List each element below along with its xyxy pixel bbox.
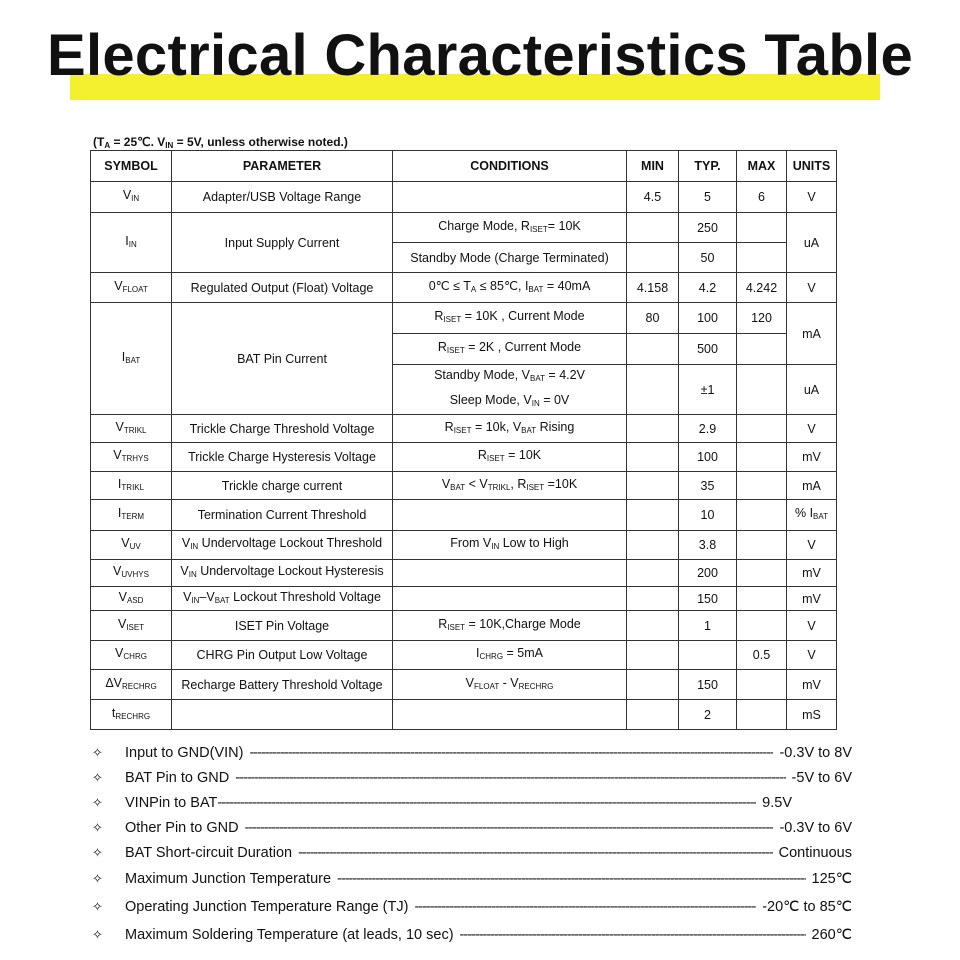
min-cell [627,243,679,273]
units-cell: mV [787,443,837,472]
rating-value: Continuous [778,844,852,861]
symbol-sub: IN [131,194,140,203]
sparkle-bullet-icon: ✧ [92,819,103,835]
min-cell [627,213,679,243]
symbol: V [115,419,124,434]
leader-dashes [414,899,756,915]
header-max: MAX [737,151,787,182]
typ-cell: ±1 [679,365,737,415]
rating-value: -5V to 6V [791,769,852,786]
sparkle-bullet-icon: ✧ [92,844,103,860]
symbol-cell [91,273,172,303]
min-cell: 4.158 [627,273,679,303]
rating-label: BAT Short-circuit Duration [125,844,293,861]
typ-cell: 2.9 [679,415,737,443]
table-row [91,415,837,443]
symbol-cell [91,303,172,415]
header-row [91,151,837,182]
rating-label: Maximum Junction Temperature [125,871,332,887]
leader-dashes [460,927,806,943]
list-item [92,790,792,815]
note-text: = 5V, unless otherwise noted.) [173,135,348,149]
cond-sub: IN [491,542,500,551]
max-cell [737,587,787,611]
rating-label: Other Pin to GND [125,819,239,836]
leader-dashes [249,745,773,761]
min-cell [627,415,679,443]
symbol-cell [91,415,172,443]
rating-value: 260℃ [811,927,852,943]
symbol-cell [91,560,172,587]
conditions-cell [393,560,627,587]
conditions-cell [393,415,627,443]
list-item [92,765,852,790]
units-cell: mA [787,303,837,365]
conditions-cell [393,472,627,500]
cond-text: =10K [544,476,578,491]
max-cell [737,243,787,273]
symbol-sub: TRIKL [121,482,145,492]
cond-text: Sleep Mode, V [449,393,532,407]
max-cell [737,500,787,531]
list-item [92,921,852,949]
leader-dashes [217,795,756,811]
table-row [91,213,837,243]
min-cell [627,587,679,611]
symbol-sub: RECHRG [115,711,151,721]
symbol-cell [91,443,172,472]
symbol: V [118,589,127,604]
cond-sub: ISET [446,346,465,355]
sparkle-bullet-icon: ✧ [92,927,103,942]
min-cell [627,472,679,500]
list-item [92,740,852,765]
table-row [91,443,837,472]
absolute-maximum-ratings-list [92,740,852,949]
cond-sub: ISET [453,425,472,435]
cond-text: = 0V [539,393,570,407]
min-cell [627,700,679,730]
symbol-sub: TRIKL [123,425,147,435]
min-cell [627,560,679,587]
max-cell [737,213,787,243]
param-sub: BAT [214,595,230,605]
units-cell: V [787,611,837,641]
cond-line [395,392,624,412]
min-cell [627,611,679,641]
leader-dashes [337,871,805,887]
rating-label: Input to GND(VIN) [125,744,244,761]
sparkle-bullet-icon: ✧ [92,769,103,785]
symbol: V [114,278,123,293]
conditions-note [93,135,348,150]
cond-text: I [476,646,480,660]
symbol-cell [91,531,172,560]
parameter-cell [172,700,393,730]
parameter-cell: ISET Pin Voltage [172,611,393,641]
param-text: V [180,564,189,578]
conditions-cell [393,500,627,531]
conditions-cell [393,587,627,611]
leader-dashes [298,845,773,861]
typ-cell: 3.8 [679,531,737,560]
sparkle-bullet-icon: ✧ [92,794,103,810]
cond-text: R [444,419,454,434]
symbol-cell [91,472,172,500]
header-typ: TYP. [679,151,737,182]
cond-sub: IN [531,399,540,408]
header-min: MIN [627,151,679,182]
typ-cell: 4.2 [679,273,737,303]
max-cell: 0.5 [737,641,787,670]
title-area [0,0,960,120]
max-cell [737,365,787,415]
min-cell [627,531,679,560]
cond-text: = 10K [547,218,581,233]
param-sub: IN [191,595,200,605]
max-cell [737,670,787,700]
max-cell [737,531,787,560]
units-cell: mV [787,670,837,700]
symbol-sub: TERM [121,512,145,521]
cond-sub: ISET [529,224,548,234]
symbol: I [121,349,126,364]
cond-text: = 10K , Current Mode [461,309,585,323]
symbol: V [115,646,124,660]
cond-text: , R [510,476,527,491]
cond-text: = 10K [504,448,542,462]
rating-value: -0.3V to 8V [779,744,852,761]
rating-value: -20℃ to 85℃ [762,899,852,915]
cond-sub: ISET [443,315,462,324]
rating-label: Maximum Soldering Temperature (at leads, 10 sec) [125,927,454,943]
unit-sub: BAT [813,512,829,521]
typ-cell [679,641,737,670]
symbol-cell [91,182,172,213]
cond-text: R [434,309,444,323]
units-cell: mV [787,587,837,611]
unit-text: % I [794,506,814,520]
cond-text: ≤ 85℃, I [476,278,529,293]
conditions-cell [393,700,627,730]
symbol: V [122,188,132,202]
symbol-sub: IN [128,239,137,249]
parameter-cell: Trickle charge current [172,472,393,500]
max-cell [737,443,787,472]
table-row [91,670,837,700]
header-symbol: SYMBOL [91,151,172,182]
param-text: Undervoltage Lockout Hysteresis [196,564,384,578]
typ-cell: 100 [679,303,737,334]
cond-sub: BAT [450,482,466,492]
parameter-cell [172,560,393,587]
table-row [91,273,837,303]
cond-text: = 10k, V [471,419,522,434]
cond-sub: BAT [529,374,545,383]
leader-dashes [235,770,785,786]
cond-line [395,367,624,387]
symbol-cell [91,500,172,531]
conditions-cell [393,182,627,213]
parameter-cell [172,587,393,611]
cond-text: Rising [536,419,575,434]
parameter-cell: Trickle Charge Threshold Voltage [172,415,393,443]
max-cell [737,560,787,587]
units-cell: mS [787,700,837,730]
min-cell [627,500,679,531]
parameter-cell [172,531,393,560]
typ-cell: 150 [679,670,737,700]
cond-sub: RECHRG [518,681,554,691]
max-cell: 120 [737,303,787,334]
max-cell: 4.242 [737,273,787,303]
units-cell: V [787,531,837,560]
conditions-cell [393,273,627,303]
parameter-cell: BAT Pin Current [172,303,393,415]
cond-text: - V [499,675,519,690]
table-row [91,500,837,531]
cond-text: = 10K,Charge Mode [465,616,581,631]
list-item [92,865,852,893]
param-sub: IN [190,542,199,551]
conditions-cell [393,611,627,641]
cond-sub: BAT [528,284,544,294]
sparkle-bullet-icon: ✧ [92,899,103,914]
cond-text: Standby Mode, V [434,368,530,382]
table-row [91,531,837,560]
symbol-sub: UV [129,542,141,551]
table-row [91,611,837,641]
symbol: ΔV [105,675,122,690]
units-cell: uA [787,213,837,273]
parameter-cell: Termination Current Threshold [172,500,393,531]
param-text: –V [199,589,215,604]
cond-text: R [437,340,447,354]
rating-value: 125℃ [811,871,852,887]
param-sub: IN [188,570,197,579]
symbol-sub: FLOAT [122,284,148,294]
symbol-cell [91,670,172,700]
cond-text: = 4.2V [544,368,585,382]
typ-cell: 150 [679,587,737,611]
param-text: V [183,589,192,604]
leader-dashes [245,820,774,836]
symbol: I [117,476,122,491]
symbol: V [113,564,122,578]
min-cell: 80 [627,303,679,334]
parameter-cell: Trickle Charge Hysteresis Voltage [172,443,393,472]
conditions-cell [393,365,627,415]
symbol: I [117,506,122,520]
table-row [91,560,837,587]
cond-text: V [465,675,475,690]
symbol-sub: ASD [126,595,144,605]
note-sub: A [104,141,111,150]
parameter-cell: Adapter/USB Voltage Range [172,182,393,213]
conditions-cell [393,213,627,243]
typ-cell: 1 [679,611,737,641]
symbol-cell [91,611,172,641]
table-row [91,700,837,730]
symbol-cell [91,700,172,730]
conditions-cell: Standby Mode (Charge Terminated) [393,243,627,273]
conditions-cell [393,443,627,472]
typ-cell: 5 [679,182,737,213]
units-cell: mA [787,472,837,500]
max-cell [737,700,787,730]
rating-label: Operating Junction Temperature Range (TJ) [125,899,409,915]
conditions-cell [393,303,627,334]
cond-text: 0℃ ≤ T [428,278,471,293]
page-title: Electrical Characteristics Table [46,23,914,88]
units-cell: mV [787,560,837,587]
cond-text: = 40mA [543,278,591,293]
parameter-cell: Recharge Battery Threshold Voltage [172,670,393,700]
cond-text: Charge Mode, R [438,218,530,233]
table-row [91,303,837,334]
conditions-cell [393,531,627,560]
conditions-cell [393,670,627,700]
symbol-cell [91,213,172,273]
cond-text: = 2K , Current Mode [464,340,582,354]
symbol-sub: TRHYS [121,454,149,463]
units-cell: V [787,182,837,213]
rating-label: VINPin to BAT [125,794,218,811]
cond-sub: ISET [486,454,505,463]
list-item [92,815,852,840]
typ-cell: 500 [679,334,737,365]
symbol: I [125,233,129,248]
list-item [92,840,852,865]
min-cell [627,443,679,472]
typ-cell: 2 [679,700,737,730]
note-text: (T [93,135,105,149]
units-cell: V [787,415,837,443]
conditions-cell [393,334,627,365]
note-text: = 25℃. V [110,135,166,149]
header-conditions: CONDITIONS [393,151,627,182]
cond-text: < V [465,476,488,491]
cond-sub: TRIKL [487,482,511,492]
symbol-sub: UVHYS [121,570,149,579]
min-cell [627,641,679,670]
list-item [92,893,852,921]
parameter-cell: CHRG Pin Output Low Voltage [172,641,393,670]
param-text: V [181,536,191,550]
param-text: Undervoltage Lockout Threshold [198,536,383,550]
max-cell [737,472,787,500]
units-cell: uA [787,365,837,415]
cond-sub: ISET [526,482,545,492]
table-row [91,587,837,611]
conditions-cell [393,641,627,670]
param-text: Lockout Threshold Voltage [229,589,381,604]
header-units: UNITS [787,151,837,182]
table-row [91,182,837,213]
parameter-cell: Input Supply Current [172,213,393,273]
max-cell [737,334,787,365]
min-cell [627,365,679,415]
units-cell [787,500,837,531]
rating-label: BAT Pin to GND [125,769,230,786]
symbol: t [111,705,116,720]
cond-text: From V [450,536,492,550]
note-sub: IN [165,141,174,150]
sparkle-bullet-icon: ✧ [92,744,103,760]
rating-value: 9.5V [762,794,792,811]
symbol: V [113,448,122,462]
cond-sub: ISET [447,622,466,632]
cond-sub: A [470,284,477,294]
units-cell: V [787,273,837,303]
cond-text: = 5mA [503,646,543,660]
max-cell: 6 [737,182,787,213]
cond-text: R [477,448,487,462]
symbol-sub: ISET [126,622,145,632]
table-row [91,641,837,670]
min-cell [627,334,679,365]
units-cell: V [787,641,837,670]
electrical-characteristics-table [90,150,837,730]
symbol-cell [91,587,172,611]
symbol-cell [91,641,172,670]
typ-cell: 100 [679,443,737,472]
symbol-sub: CHRG [123,652,147,661]
min-cell [627,670,679,700]
cond-sub: CHRG [479,652,504,661]
typ-cell: 200 [679,560,737,587]
typ-cell: 10 [679,500,737,531]
rating-value: -0.3V to 6V [779,819,852,836]
max-cell [737,415,787,443]
cond-text: R [438,616,448,631]
typ-cell: 35 [679,472,737,500]
cond-text: Low to High [499,536,569,550]
max-cell [737,611,787,641]
cond-sub: BAT [521,425,537,435]
cond-sub: FLOAT [474,681,500,691]
parameter-cell: Regulated Output (Float) Voltage [172,273,393,303]
typ-cell: 50 [679,243,737,273]
symbol-sub: RECHRG [122,681,157,691]
symbol: V [121,536,130,550]
header-parameter: PARAMETER [172,151,393,182]
table-row [91,472,837,500]
min-cell: 4.5 [627,182,679,213]
sparkle-bullet-icon: ✧ [92,871,103,886]
typ-cell: 250 [679,213,737,243]
cond-text: V [441,476,451,491]
symbol: V [117,616,127,631]
symbol-sub: BAT [125,355,141,365]
